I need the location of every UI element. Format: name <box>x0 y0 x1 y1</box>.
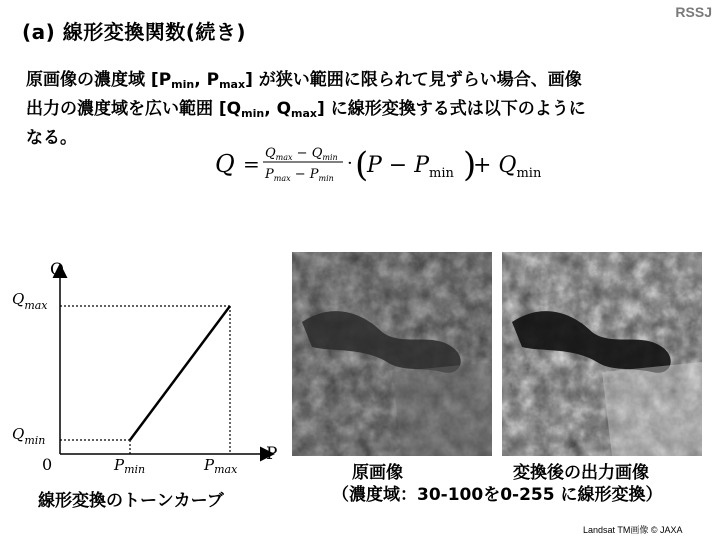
image-credit: Landsat TM画像 © JAXA <box>583 525 683 535</box>
formula-numerator: $Q_{max} - Q_{min}$ <box>265 146 338 162</box>
formula-q-term: + $Q_{min}$ <box>473 153 542 181</box>
formula-paren-open: ( <box>355 145 369 185</box>
paragraph-line-3: なる。 <box>26 128 77 148</box>
linear-transform-formula <box>205 138 545 190</box>
x-axis-label: P <box>266 444 278 464</box>
formula-dot: · <box>347 153 353 174</box>
pmin-label: $P_{min}$ <box>114 456 146 476</box>
brand-logo: RSSJ <box>675 4 712 20</box>
original-satellite-image <box>292 252 492 456</box>
converted-satellite-image <box>502 252 702 456</box>
paragraph-line-1: 原画像の濃度域 [$P_{min}$, $P_{max}$] が狭い範囲に限られて見ずらい場合、画像 <box>26 70 582 91</box>
slide-title: (a) 線形変換関数(続き) <box>22 20 247 44</box>
paragraph-line-2: 出力の濃度域を広い範囲 [$Q_{min}$, $Q_{max}$] に線形変換する式は以下のように <box>26 99 586 120</box>
tone-curve-line <box>130 306 230 440</box>
converted-image-caption: 変換後の出力画像 <box>513 463 649 483</box>
formula-paren-close: ) <box>463 145 477 185</box>
tone-curve-graph <box>8 258 288 476</box>
formula-lhs: Q <box>215 150 235 178</box>
formula-denominator: $P_{max} - P_{min}$ <box>265 167 334 183</box>
formula-p-term: $P - P_{min}$ <box>367 153 454 181</box>
formula-equals: = <box>243 152 260 176</box>
qmax-label: $Q_{max}$ <box>12 290 48 312</box>
y-axis-label: Q <box>50 260 64 280</box>
tone-curve-caption: 線形変換のトーンカーブ <box>38 491 224 511</box>
origin-label: 0 <box>42 455 53 474</box>
pmax-label: $P_{max}$ <box>204 456 238 476</box>
conversion-note: （濃度域：30-100を0-255 に線形変換） <box>332 485 663 505</box>
qmin-label: $Q_{min}$ <box>12 425 46 447</box>
original-image-caption: 原画像 <box>352 463 403 483</box>
